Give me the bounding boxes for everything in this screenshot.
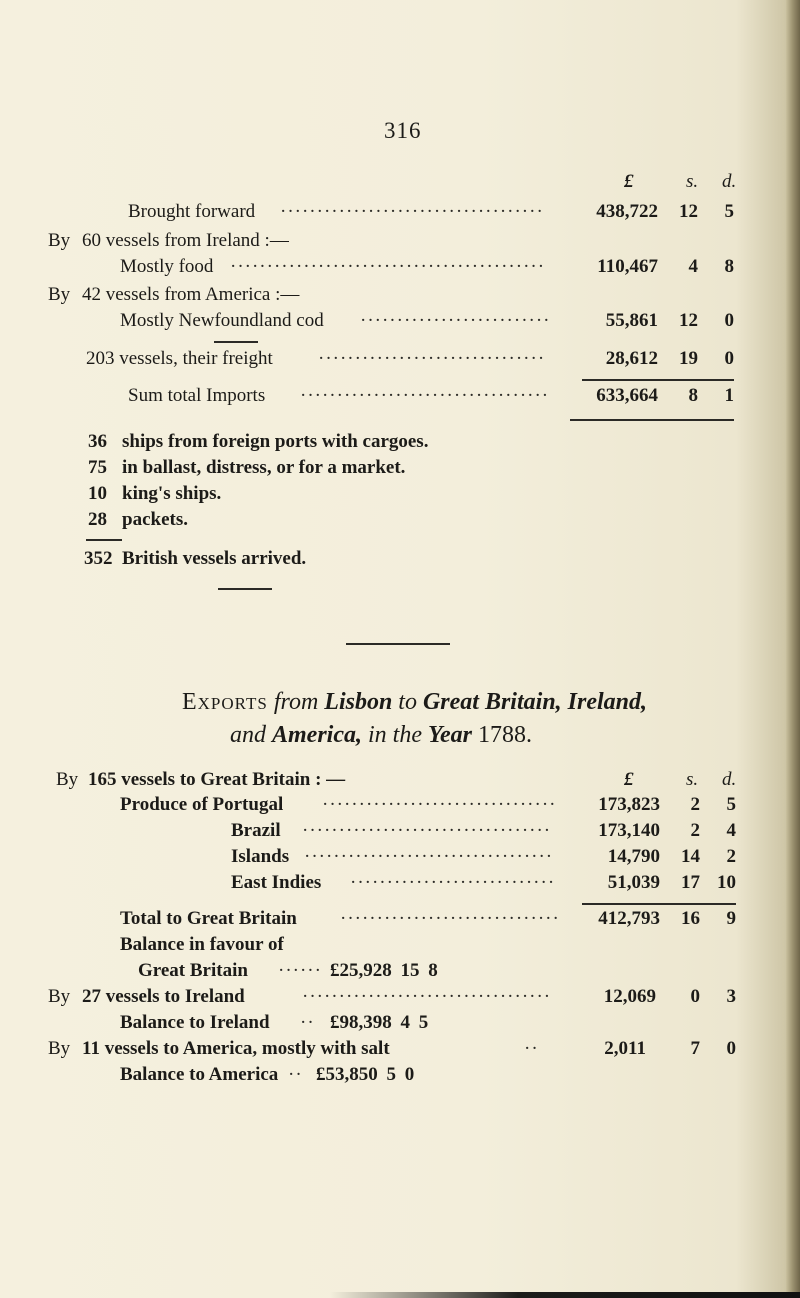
- page-edge-shadow: [786, 0, 800, 1298]
- leader-dots: ······: [278, 960, 322, 981]
- pence-header: d.: [722, 171, 737, 192]
- ships-count: 28: [88, 509, 107, 530]
- title-in-the: in the: [368, 722, 422, 748]
- leader-dots: ··························: [360, 310, 551, 331]
- title-to: to: [398, 689, 417, 715]
- leader-dots: ····································: [280, 201, 544, 222]
- produce-pounds: 173,140: [598, 820, 660, 841]
- sum-total-label: Sum total Imports: [128, 385, 266, 406]
- exports-title-line1: [182, 687, 647, 717]
- ships-total-text: British vessels arrived.: [122, 548, 307, 569]
- newfoundland-label: Mostly Newfoundland cod: [120, 310, 324, 331]
- ships-count: 10: [88, 483, 107, 504]
- america-shillings: 7: [690, 1038, 700, 1059]
- balance-america-value: £53,850 5 0: [316, 1064, 415, 1085]
- vessels-freight-pounds: 28,612: [605, 348, 658, 369]
- exports-word: Exports: [182, 689, 268, 715]
- page-number: 316: [384, 118, 422, 143]
- by-label: By: [48, 986, 71, 1007]
- total-rule: [582, 903, 736, 905]
- title-britain: Great Britain,: [422, 689, 562, 715]
- balance-gb-label: Great Britain: [138, 960, 248, 981]
- exports-title-line2: [230, 720, 532, 750]
- ships-text: king's ships.: [122, 483, 222, 504]
- produce-pence: 5: [726, 794, 736, 815]
- pounds-header: £: [624, 171, 634, 192]
- section-rule-short: [218, 588, 272, 590]
- great-britain-heading: 165 vessels to Great Britain : —: [88, 769, 346, 790]
- ships-text: packets.: [122, 509, 188, 530]
- ireland-pence: 3: [726, 986, 736, 1007]
- balance-ireland-label: Balance to Ireland: [120, 1012, 270, 1033]
- leader-dots: ······························: [340, 908, 560, 929]
- total-gb-pence: 9: [726, 908, 736, 929]
- ireland-pounds: 12,069: [603, 986, 656, 1007]
- produce-shillings: 2: [690, 794, 700, 815]
- produce-pounds: 14,790: [607, 846, 660, 867]
- total-gb-shillings: 16: [681, 908, 700, 929]
- america-pence: 0: [726, 1038, 736, 1059]
- leader-dots: ································: [322, 794, 557, 815]
- title-america: America,: [272, 722, 362, 748]
- balance-america-label: Balance to America: [120, 1064, 279, 1085]
- ireland-heading: 60 vessels from Ireland :—: [82, 230, 289, 251]
- count-rule: [86, 539, 122, 541]
- produce-pence: 4: [726, 820, 736, 841]
- shillings-header: s.: [686, 171, 699, 192]
- short-rule: [214, 341, 258, 343]
- america-heading: 42 vessels from America :—: [82, 284, 300, 305]
- produce-label: East Indies: [231, 872, 322, 893]
- leader-dots: ··································: [302, 986, 552, 1007]
- leader-dots: ··································: [302, 820, 552, 841]
- ships-text: ships from foreign ports with cargoes.: [122, 431, 429, 452]
- mostly-food-pounds: 110,467: [597, 256, 658, 277]
- ireland-shillings: 0: [690, 986, 700, 1007]
- produce-shillings: 2: [690, 820, 700, 841]
- ships-total-count: 352: [84, 548, 113, 569]
- newfoundland-pence: 0: [724, 310, 734, 331]
- title-year: 1788.: [478, 722, 532, 748]
- sum-total-pounds: 633,664: [596, 385, 658, 406]
- pence-header: d.: [722, 769, 737, 790]
- ireland-label: 27 vessels to Ireland: [82, 986, 245, 1007]
- bottom-edge-shadow: [330, 1292, 800, 1298]
- vessels-freight-shillings: 19: [679, 348, 698, 369]
- leader-dots: ·······························: [318, 348, 546, 369]
- vessels-freight-label: 203 vessels, their freight: [86, 348, 273, 369]
- leader-dots: ··: [288, 1064, 303, 1085]
- title-from: from: [273, 689, 319, 715]
- leader-dots: ··: [524, 1038, 539, 1059]
- newfoundland-shillings: 12: [679, 310, 698, 331]
- produce-pence: 10: [717, 872, 736, 893]
- produce-pounds: 51,039: [607, 872, 660, 893]
- total-gb-label: Total to Great Britain: [120, 908, 297, 929]
- ships-count: 75: [88, 457, 107, 478]
- america-pounds: 2,011: [604, 1038, 646, 1059]
- produce-pence: 2: [726, 846, 736, 867]
- brought-forward-pounds: 438,722: [596, 201, 658, 222]
- title-ireland: Ireland,: [567, 689, 648, 715]
- produce-shillings: 14: [681, 846, 700, 867]
- leader-dots: ····························: [350, 872, 556, 893]
- leader-dots: ··································: [300, 385, 550, 406]
- produce-label: Islands: [231, 846, 290, 867]
- sum-total-pence: 1: [724, 385, 734, 406]
- america-label: 11 vessels to America, mostly with salt: [82, 1038, 390, 1059]
- produce-label: Produce of Portugal: [120, 794, 284, 815]
- brought-forward-shillings: 12: [679, 201, 698, 222]
- balance-gb-value: £25,928 15 8: [330, 960, 438, 981]
- mostly-food-pence: 8: [724, 256, 734, 277]
- sum-total-shillings: 8: [688, 385, 698, 406]
- by-label: By: [48, 230, 71, 251]
- shillings-header: s.: [686, 769, 699, 790]
- vessels-freight-pence: 0: [724, 348, 734, 369]
- pounds-header: £: [624, 769, 634, 790]
- balance-ireland-value: £98,398 4 5: [330, 1012, 429, 1033]
- brought-forward-pence: 5: [724, 201, 734, 222]
- produce-pounds: 173,823: [598, 794, 660, 815]
- section-divider: [346, 643, 450, 645]
- brought-forward-label: Brought forward: [128, 201, 256, 222]
- ships-text: in ballast, distress, or for a market.: [122, 457, 406, 478]
- balance-gb-line1: Balance in favour of: [120, 934, 284, 955]
- by-label: By: [56, 769, 79, 790]
- produce-shillings: 17: [681, 872, 700, 893]
- leader-dots: ··································: [304, 846, 554, 867]
- by-label: By: [48, 284, 71, 305]
- newfoundland-pounds: 55,861: [605, 310, 658, 331]
- title-and: and: [230, 722, 266, 748]
- mostly-food-label: Mostly food: [120, 256, 214, 277]
- leader-dots: ···········································: [230, 256, 546, 277]
- sum-rule-bottom: [570, 419, 734, 421]
- title-year-word: Year: [428, 722, 472, 748]
- produce-label: Brazil: [231, 820, 281, 841]
- leader-dots: ··: [300, 1012, 315, 1033]
- title-lisbon: Lisbon: [324, 689, 393, 715]
- ships-count: 36: [88, 431, 107, 452]
- by-label: By: [48, 1038, 71, 1059]
- sum-rule-top: [582, 379, 734, 381]
- mostly-food-shillings: 4: [688, 256, 698, 277]
- total-gb-pounds: 412,793: [598, 908, 660, 929]
